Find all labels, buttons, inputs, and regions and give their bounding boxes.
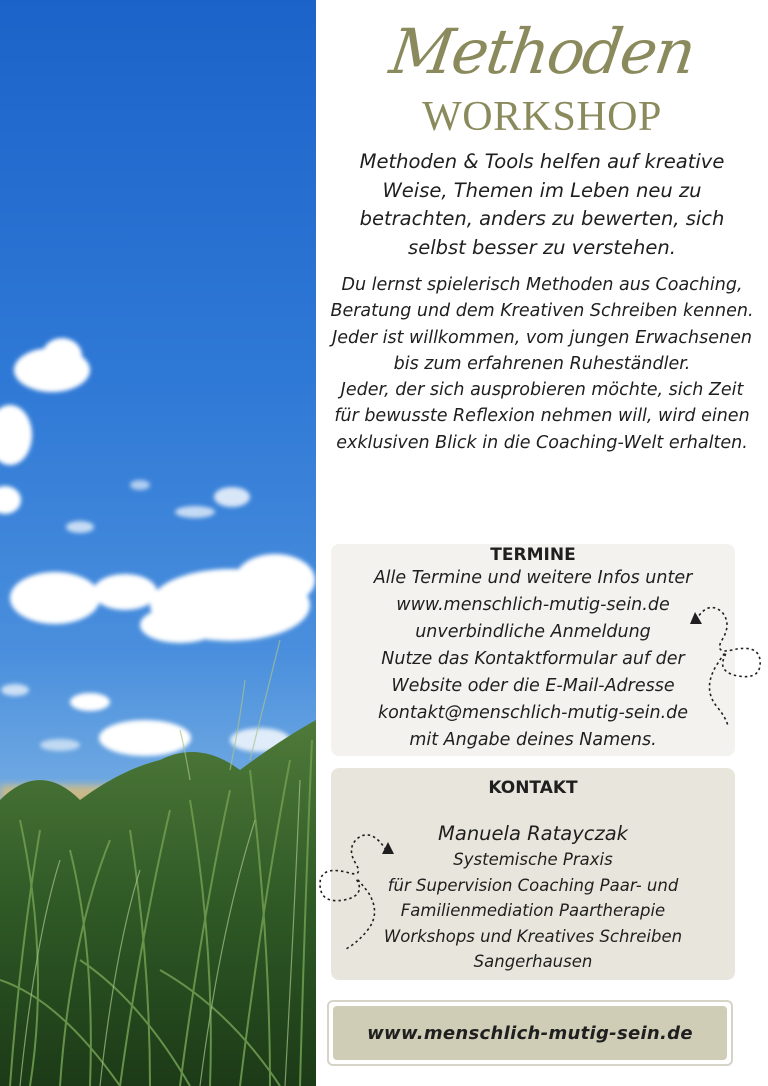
termine-email-link[interactable]: kontakt@menschlich-mutig-sein.de <box>377 703 689 723</box>
termine-box <box>331 544 735 756</box>
termine-line: Nutze das Kontaktformular auf der <box>381 649 685 669</box>
termine-heading: TERMINE <box>490 545 576 565</box>
description-paragraph: Jeder ist willkommen, vom jungen Erwachsenen bis zum erfahrenen Ruheständler. <box>332 327 752 374</box>
website-bar <box>327 1000 733 1066</box>
termine-line: Alle Termine und weitere Infos unter <box>373 568 693 588</box>
kontakt-line: Workshops und Kreatives Schreiben <box>383 926 683 946</box>
description-paragraph: Du lernst spielerisch Methoden aus Coaching, Beratung und dem Kreativen Schreiben kennen. <box>330 275 754 322</box>
description-paragraph: Jeder, der sich ausprobieren möchte, sich Zeit für bewusste Reflexion nehmen will, wird einen exklusiven Blick in die Coaching-Welt erhalten. <box>334 380 750 453</box>
dotted-arrow-icon <box>316 828 396 954</box>
kontakt-line: für Supervision Coaching Paar- und <box>387 875 679 895</box>
kontakt-line: Familienmediation Paartherapie <box>400 901 666 920</box>
termine-lines <box>331 565 735 754</box>
termine-website-link[interactable]: www.menschlich-mutig-sein.de <box>396 595 670 615</box>
dotted-arrow-icon <box>688 600 764 730</box>
landscape-illustration <box>0 0 316 1086</box>
kontakt-line: Sangerhausen <box>473 952 593 971</box>
termine-line: unverbindliche Anmeldung <box>415 622 651 642</box>
description <box>330 272 754 456</box>
intro-text: Methoden & Tools helfen auf kreative Weise, Themen im Leben neu zu betrachten, anders zu bewerten, sich selbst besser zu verstehen. <box>359 150 725 259</box>
kontakt-line: Systemische Praxis <box>453 850 613 869</box>
clouds <box>0 338 315 756</box>
termine-line: mit Angabe deines Namens. <box>409 730 657 750</box>
title-workshop: WORKSHOP <box>422 94 662 140</box>
sky-grass-photo <box>0 0 316 1086</box>
contact-name: Manuela Ratayczak <box>438 822 628 845</box>
website-link[interactable]: www.menschlich-mutig-sein.de <box>333 1006 727 1060</box>
kontakt-heading: KONTAKT <box>488 778 578 798</box>
content-column <box>316 0 768 1086</box>
title-script: Methoden <box>385 15 699 88</box>
termine-line: Website oder die E-Mail-Adresse <box>391 676 675 696</box>
